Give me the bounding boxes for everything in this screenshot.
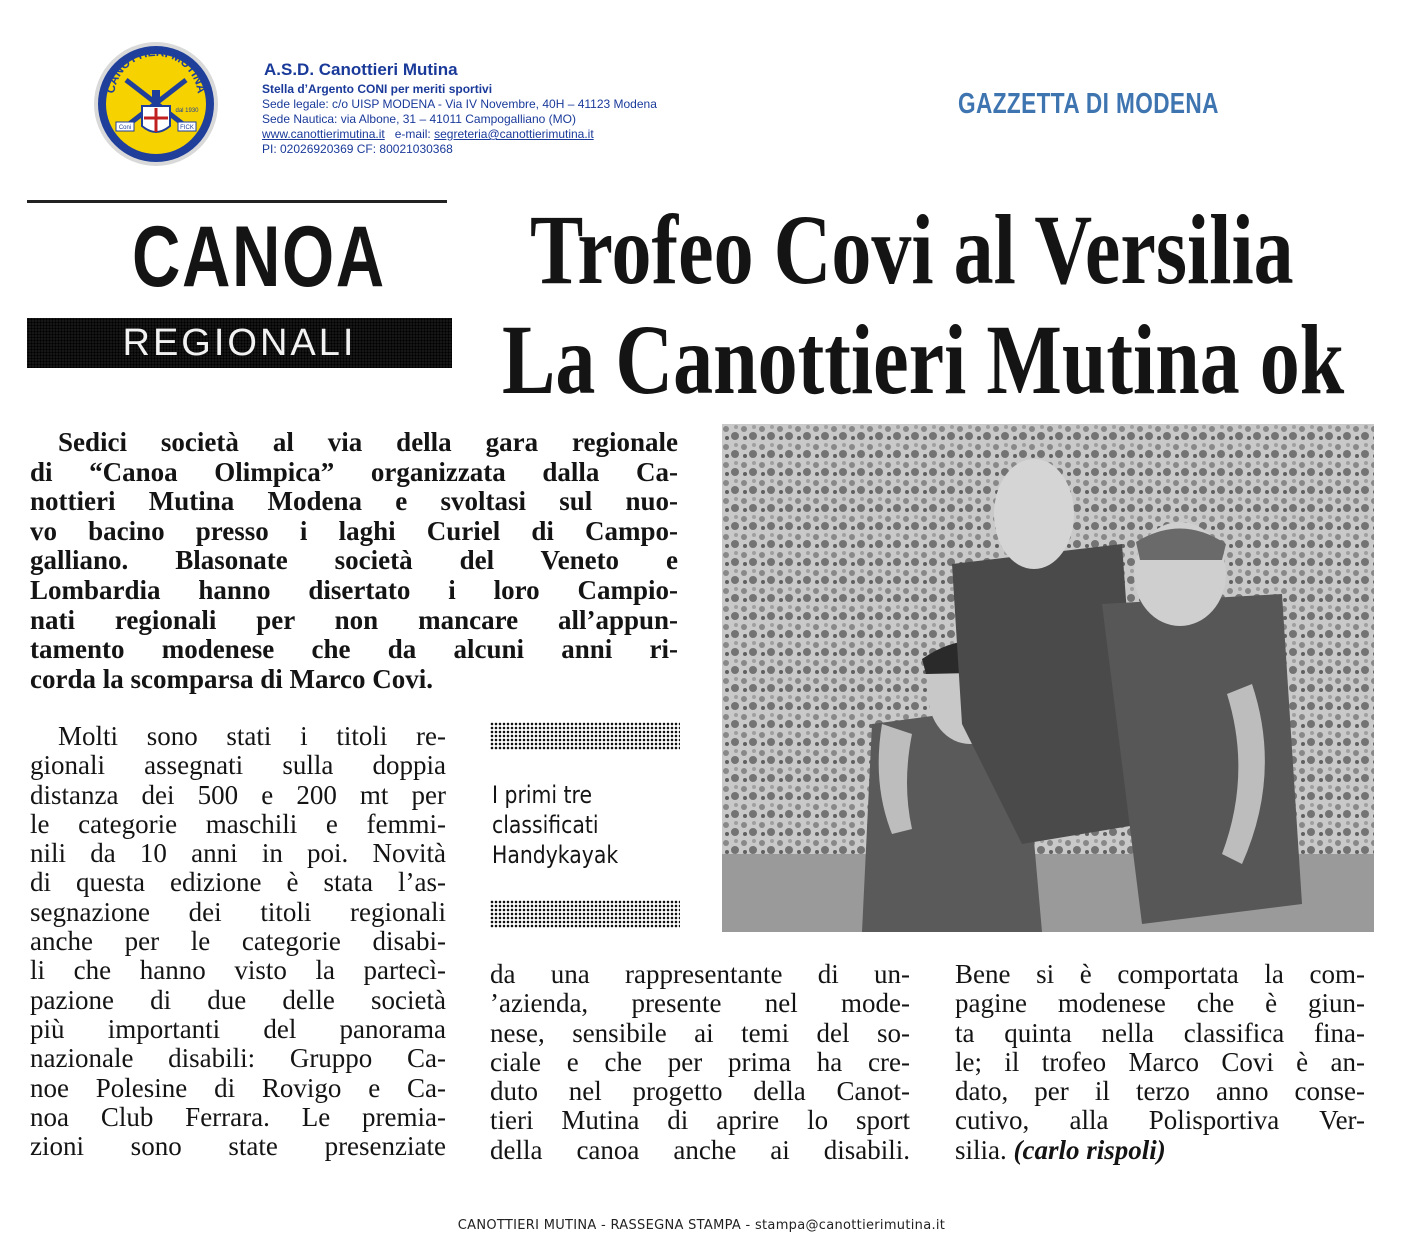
- column-line: pagine modenese che è giun-: [955, 988, 1365, 1019]
- column-line: anche per le categorie disabi-: [30, 926, 446, 957]
- column-line: gionali assegnati sulla doppia: [30, 750, 446, 781]
- logo-text: CANOTTIERI MUTINA: [103, 44, 209, 95]
- column-line: ta quinta nella classifica fina-: [955, 1017, 1365, 1048]
- column-line: nese, sensibile ai temi del so-: [490, 1017, 910, 1048]
- lead-line: Sedici società al via della gara regionale: [58, 427, 678, 457]
- column-line-last: [955, 1136, 1365, 1165]
- column-line: cutivo, alla Polisportiva Ver-: [955, 1105, 1365, 1136]
- column-line: distanza dei 500 e 200 mt per: [30, 779, 446, 810]
- column-line: zioni sono state presenziate: [30, 1131, 446, 1162]
- canottieri-mutina-logo-icon: [92, 40, 220, 168]
- article-column-2: [490, 960, 910, 1165]
- photo-caption: [492, 780, 662, 870]
- column-last-text: silia.: [955, 1134, 1007, 1165]
- caption-line: I primi tre: [492, 781, 593, 809]
- caption-line: classificati: [492, 811, 599, 839]
- column-line: più importanti del panorama: [30, 1013, 446, 1044]
- logo-badge-fick: FICK: [180, 125, 194, 131]
- column-line: dato, per il terzo anno conse-: [955, 1076, 1365, 1107]
- lead-line: Lombardia hanno disertato i loro Campio-: [30, 574, 678, 605]
- logo-year: dal 1930: [175, 108, 199, 114]
- website-link[interactable]: www.canottierimutina.it: [262, 127, 385, 141]
- column-line: noa Club Ferrara. Le premia-: [30, 1101, 446, 1132]
- email-link[interactable]: segreteria@canottierimutina.it: [434, 127, 594, 141]
- legal-address: Sede legale: c/o UISP MODENA - Via IV Novembre, 40H – 41123 Modena: [262, 97, 657, 111]
- column-line: ciale e che per prima ha cre-: [490, 1046, 910, 1077]
- section-title: CANOA: [132, 209, 386, 305]
- column-line: duto nel progetto della Canot-: [490, 1076, 910, 1107]
- contact-line: [262, 127, 782, 142]
- column-line: nili da 10 anni in poi. Novità: [30, 838, 446, 869]
- column-line: le categorie maschili e femmi-: [30, 808, 446, 839]
- tax-ids: PI: 02026920369 CF: 80021030368: [262, 142, 453, 156]
- lead-paragraph: [30, 428, 678, 694]
- subsection-banner: [27, 318, 452, 368]
- lead-line: nati regionali per non mancare all’appun-: [30, 604, 678, 635]
- column-line: li che hanno visto la partecì-: [30, 955, 446, 986]
- headline-line-1: Trofeo Covi al Versilia: [530, 194, 1294, 305]
- column-line: tieri Mutina di aprire lo sport: [490, 1105, 910, 1136]
- column-line: noe Polesine di Rovigo e Ca-: [30, 1072, 446, 1103]
- article-column-1: [30, 722, 446, 1161]
- caption-pattern-bottom: [490, 900, 680, 928]
- column-line: segnazione dei titoli regionali: [30, 896, 446, 927]
- caption-line: Handykayak: [492, 841, 619, 869]
- headline-line-2: La Canottieri Mutina ok: [502, 304, 1345, 415]
- column-line: Bene si è comportata la com-: [955, 959, 1365, 989]
- caption-pattern-top: [490, 722, 680, 750]
- column-line: pazione di due delle società: [30, 984, 446, 1015]
- column-line: di questa edizione è stata l’as-: [30, 867, 446, 898]
- byline: (carlo rispoli): [1013, 1134, 1166, 1165]
- lead-line: tamento modenese che da alcuni anni ri-: [30, 634, 678, 665]
- article-column-3: [955, 960, 1365, 1165]
- column-line: le; il trofeo Marco Covi è an-: [955, 1046, 1365, 1077]
- photo-three-athletes-icon: [722, 424, 1374, 932]
- email-label: e-mail:: [394, 127, 431, 141]
- lead-line: vo bacino presso i laghi Curiel di Campo-: [30, 515, 678, 546]
- column-line: da una rappresentante di un-: [490, 959, 910, 989]
- subsection-title: REGIONALI: [122, 322, 357, 364]
- logo-badge-coni: Coni: [118, 125, 132, 131]
- lead-line: corda la scomparsa di Marco Covi.: [30, 663, 433, 694]
- column-line: Molti sono stati i titoli re-: [58, 721, 446, 751]
- column-line: nazionale disabili: Gruppo Ca-: [30, 1043, 446, 1074]
- column-line: della canoa anche ai disabili.: [490, 1134, 910, 1165]
- section-rule: [27, 200, 447, 203]
- column-line: ’azienda, presente nel mode-: [490, 988, 910, 1019]
- organization-name: A.S.D. Canottieri Mutina: [264, 60, 458, 79]
- lead-line: di “Canoa Olimpica” organizzata dalla Ca-: [30, 456, 678, 487]
- organization-info: [262, 60, 782, 157]
- footer: CANOTTIERI MUTINA - RASSEGNA STAMPA - stampa@canottierimutina.it: [457, 1218, 946, 1233]
- organization-motto: Stella d’Argento CONI per meriti sportivi: [262, 82, 493, 96]
- newspaper-name: GAZZETTA DI MODENA: [958, 88, 1219, 120]
- lead-line: galliano. Blasonate società del Veneto e: [30, 545, 678, 576]
- nautical-address: Sede Nautica: via Albone, 31 – 41011 Campogalliano (MO): [262, 112, 576, 126]
- lead-line: nottieri Mutina Modena e svoltasi sul nuo-: [30, 486, 678, 517]
